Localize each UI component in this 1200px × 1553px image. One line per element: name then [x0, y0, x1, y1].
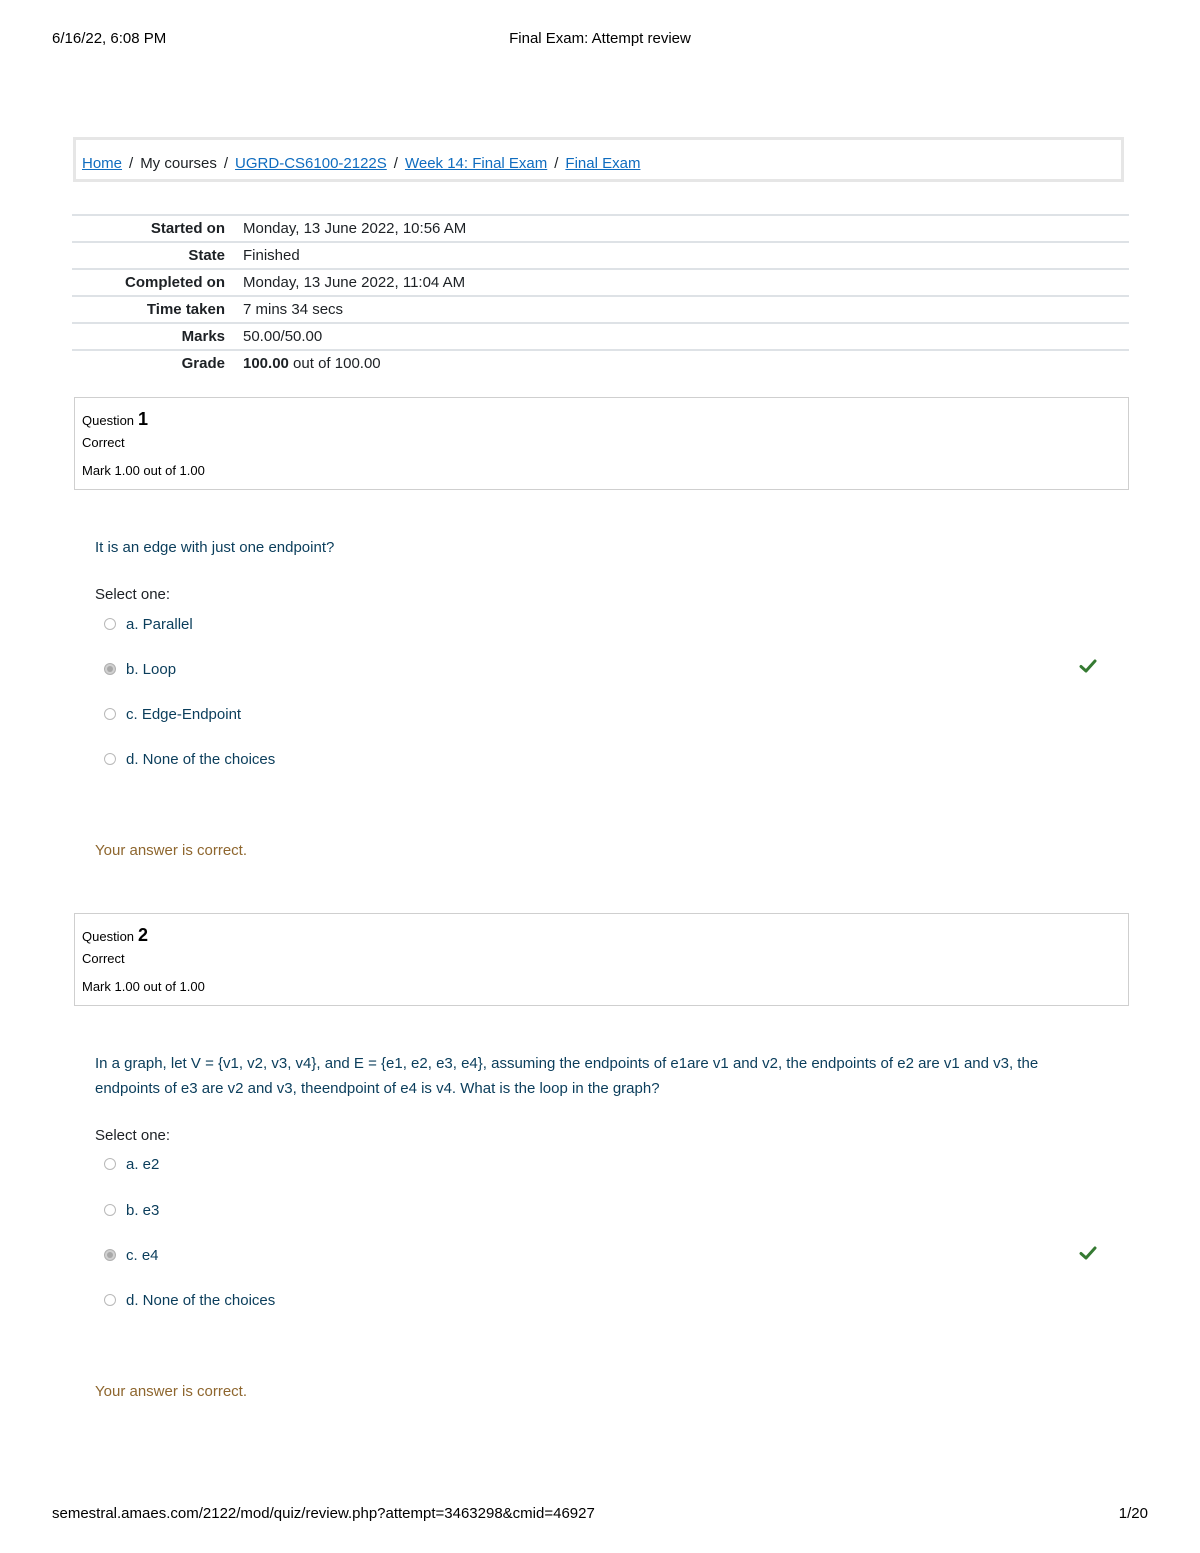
question-text-2: In a graph, let V = {v1, v2, v3, v4}, and E = {e1, e2, e3, e4}, assuming the endpoints of e1are v1 and v2, the endpoints of e2 are v1 and v3, the endpoints of e3 are v2 and v3, theendpoint of e4 is v4. What is the loop in the graph?: [95, 1055, 1039, 1097]
breadcrumb-separator: /: [223, 155, 229, 172]
print-footer: [52, 1505, 1148, 1525]
summary-value: 50.00/50.00: [243, 323, 1129, 350]
grade-score: 100.00: [243, 355, 289, 372]
check-icon: [1079, 657, 1097, 675]
option-label: b. Loop: [126, 661, 177, 678]
radio-button-selected[interactable]: [104, 1249, 116, 1261]
question-grade: Mark 1.00 out of 1.00: [82, 463, 205, 478]
breadcrumb-home-link[interactable]: Home: [82, 155, 123, 172]
summary-row-marks: [72, 323, 1129, 350]
grade-out-of: out of 100.00: [288, 355, 381, 372]
breadcrumb-separator: /: [554, 155, 559, 172]
summary-label: Time taken: [72, 296, 243, 323]
summary-value: 7 mins 34 secs: [243, 296, 1129, 323]
answer-feedback-1: Your answer is correct.: [95, 842, 248, 859]
answer-option-1b[interactable]: [104, 661, 176, 681]
summary-row-started: [72, 215, 1129, 242]
answer-option-1c[interactable]: [104, 706, 241, 726]
option-label: c. Edge-Endpoint: [126, 706, 242, 723]
question-label: Question: [82, 413, 135, 428]
answer-option-1a[interactable]: [104, 616, 193, 636]
summary-label: Grade: [72, 350, 243, 376]
answer-option-2c[interactable]: [104, 1247, 159, 1267]
summary-value: Monday, 13 June 2022, 11:04 AM: [243, 269, 1129, 296]
summary-value: Monday, 13 June 2022, 10:56 AM: [243, 215, 1129, 242]
option-label: b. e3: [126, 1202, 160, 1219]
option-label: d. None of the choices: [126, 1292, 276, 1309]
question-text-1: It is an edge with just one endpoint?: [95, 539, 335, 556]
breadcrumb-final-exam-link[interactable]: Final Exam: [565, 155, 641, 172]
check-icon: [1079, 1244, 1097, 1262]
question-info-1: [74, 397, 1129, 490]
question-state: Correct: [82, 435, 125, 450]
option-label: d. None of the choices: [126, 751, 276, 768]
radio-button[interactable]: [104, 753, 116, 765]
option-label: c. e4: [126, 1247, 159, 1264]
answer-option-2b[interactable]: [104, 1202, 159, 1222]
summary-label: Started on: [72, 215, 243, 242]
radio-button-selected[interactable]: [104, 663, 116, 675]
breadcrumb-separator: /: [129, 155, 134, 172]
radio-button[interactable]: [104, 1294, 116, 1306]
option-label: a. Parallel: [126, 616, 193, 633]
breadcrumb-my-courses: My courses: [140, 155, 217, 172]
summary-row-state: [72, 242, 1129, 269]
print-page-number: 1/20: [1118, 1505, 1148, 1522]
radio-button[interactable]: [104, 618, 116, 630]
breadcrumb-course-link[interactable]: UGRD-CS6100-2122S: [235, 155, 387, 172]
answer-option-1d[interactable]: [104, 751, 275, 771]
summary-row-grade: [72, 350, 1129, 376]
print-datetime: 6/16/22, 6:08 PM: [52, 30, 167, 47]
summary-label: Marks: [72, 323, 243, 350]
option-label: a. e2: [126, 1156, 160, 1173]
summary-row-time-taken: [72, 296, 1129, 323]
breadcrumb-week-link[interactable]: Week 14: Final Exam: [404, 155, 548, 172]
summary-row-completed: [72, 269, 1129, 296]
question-number: 1: [138, 409, 149, 429]
attempt-summary-table: [72, 214, 1129, 376]
select-one-prompt: Select one:: [95, 586, 171, 603]
answer-option-2a[interactable]: [104, 1156, 159, 1176]
question-state: Correct: [82, 951, 125, 966]
answer-option-2d[interactable]: [104, 1292, 275, 1312]
summary-label: State: [72, 242, 243, 269]
print-page-title: Final Exam: Attempt review: [509, 30, 691, 47]
radio-button[interactable]: [104, 1158, 116, 1170]
breadcrumb-separator: /: [393, 155, 398, 172]
select-one-prompt: Select one:: [95, 1127, 171, 1144]
answer-feedback-2: Your answer is correct.: [95, 1383, 248, 1400]
print-header: [52, 30, 1148, 50]
question-label: Question: [82, 929, 135, 944]
summary-label: Completed on: [72, 269, 243, 296]
question-grade: Mark 1.00 out of 1.00: [82, 979, 205, 994]
summary-value: [243, 350, 1129, 376]
radio-button[interactable]: [104, 1204, 116, 1216]
question-number: 2: [138, 925, 149, 945]
breadcrumb: [73, 137, 1124, 182]
summary-value: Finished: [243, 242, 1129, 269]
radio-button[interactable]: [104, 708, 116, 720]
question-info-2: [74, 913, 1129, 1006]
print-url: semestral.amaes.com/2122/mod/quiz/review.php?attempt=3463298&cmid=46927: [52, 1505, 595, 1522]
